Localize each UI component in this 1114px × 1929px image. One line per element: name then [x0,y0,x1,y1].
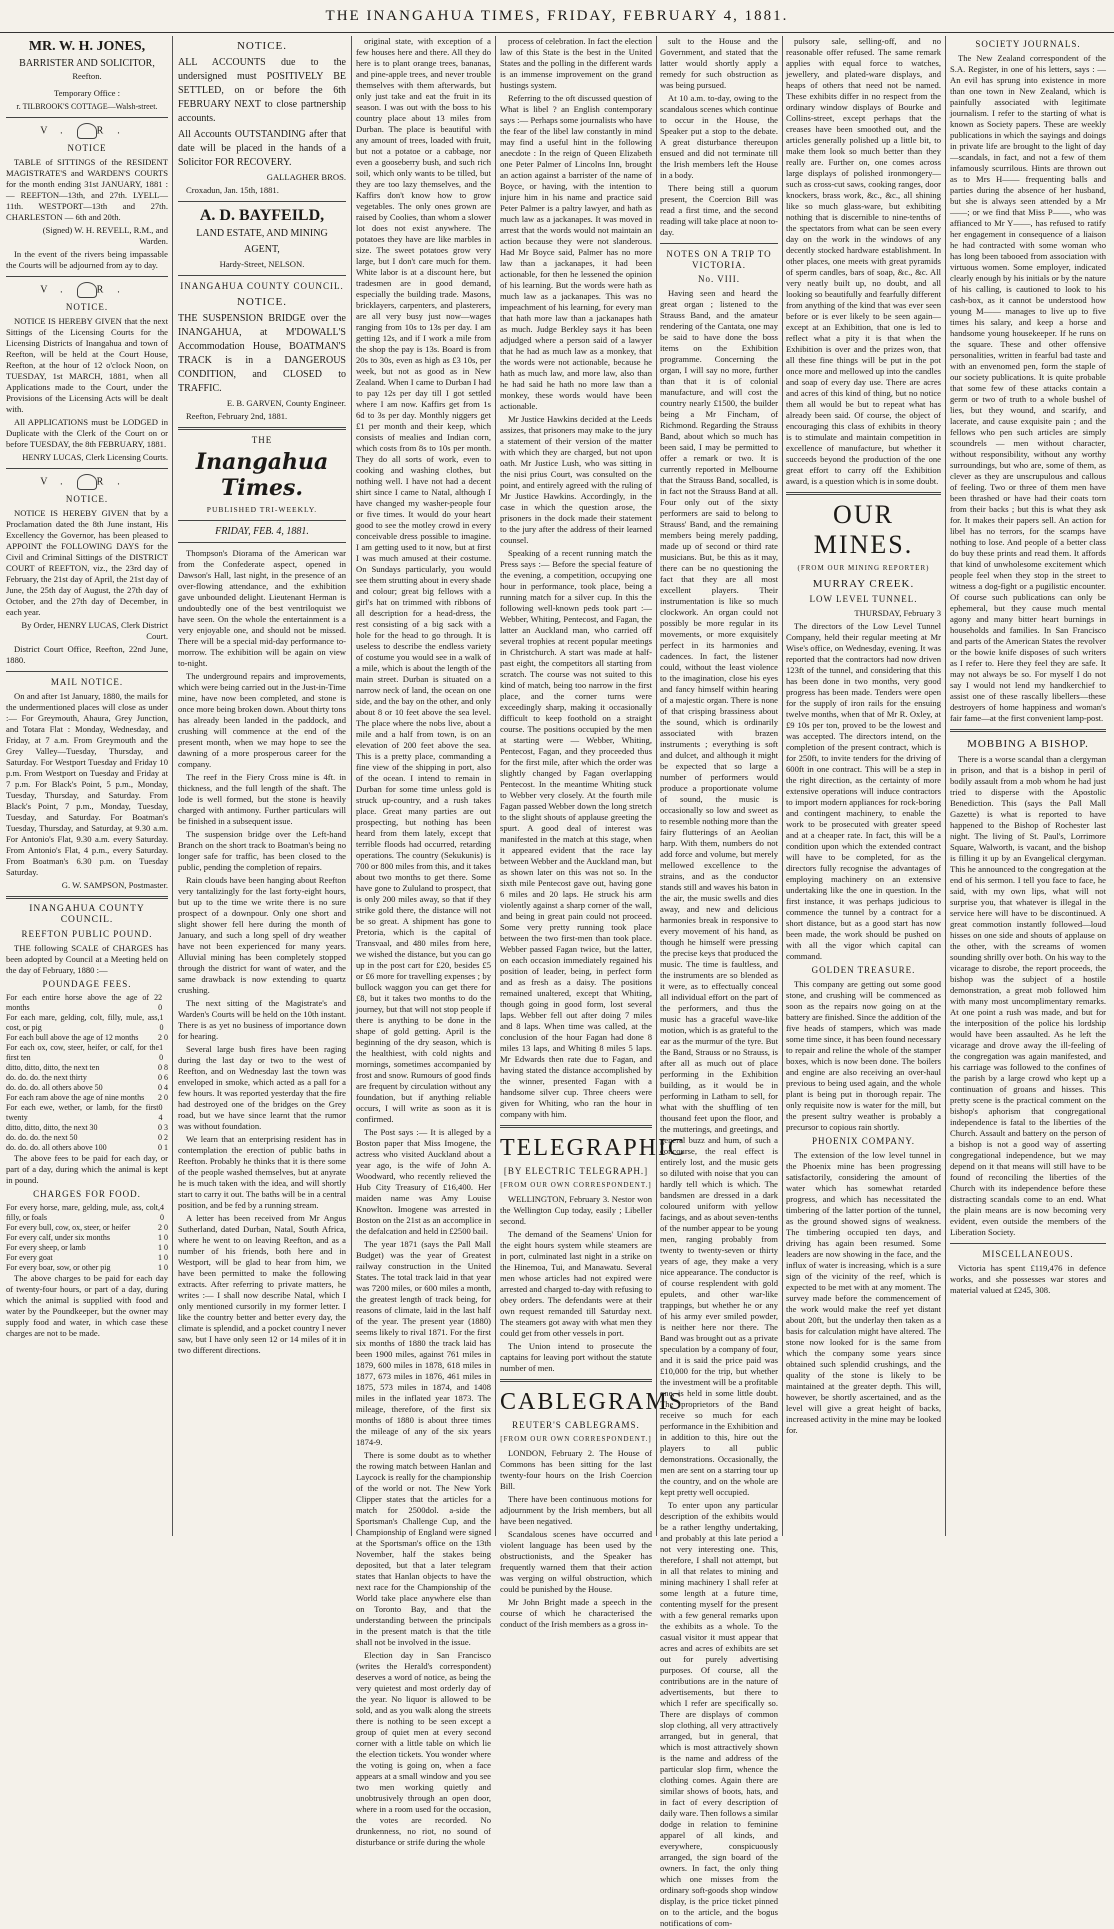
fee-row [6,1133,168,1143]
article-paragraph: The Post says :— It is alleged by a Boston paper that Miss Imogene, the actress who visited Auckland about a year ago, is the wife of John A. Woodward, who recently relieved the Hub City Treasury of £16,400. Her maiden name was Amy Louise Knowlton. Imogene was arrested in Boston on the 21st as an accomplice in the defalcation and held in £2500 bail. [356,1127,491,1236]
bayfeild-line: LAND ESTATE, AND MINING [196,228,328,239]
fee-item: For each ox, cow, steer, heifer, or calf, for the first ten [6,1043,160,1062]
bayfeild-name: A. D. BAYFEILD, [199,207,325,224]
jones-office: Temporary Office : [53,88,121,98]
paper-the: THE [251,435,273,445]
mail-signature: G. W. SAMPSON, Postmaster. [61,880,168,890]
notice-heading: NOTICE. [236,40,288,52]
phoenix-heading: PHOENIX COMPANY. [811,1136,916,1146]
fee-amount: 0 4 [158,1083,168,1092]
journals-heading: SOCIETY JOURNALS. [975,39,1081,49]
article-paragraph: sult to the House and the Government, and stated that the latter would shortly apply a remedy for such obstruction as was being pursued. [660,36,778,90]
article-paragraph: pulsory sale, selling-off, and no reasonable offer refused. The same remark applies with equal force to watches, jewellery, and plated-ware displays, and heaps of others that need not be named. These exhibits differ in no respect from the ordinary window displays of Bourke and Collins-street, except perhaps that the creases have been smoothed out, and the articles generally polished up a little bit, to make them look so much better than they really are. Further on, one comes across large displays of polished ironmongery—such as cross-cut saws, cooking ranges, door knockers, brass work, &c., &c., all shining like so much glass-ware, but exhibiting nothing that is discernible to nine-tenths of the spectators from what can be seen every day on the work in the windows of any decently stocked hardware establishment. In other places, one meets with great pyramids of sperm candles, bars of soap, &c., &c. All very neatly built up, no doubt, and all looking so beautifully and fearfully different from anything of the kind that was ever seen before or is ever likely to be seen again—except at an Exhibition, that one is led to reflect what a pity it is that when the Exhibition is over and the prizes won, that all these fine things will be put in the pot once more and mellowed up into the candles and soap of every day use. There are acres and acres of this kind of thing, but no notice them all would be but to repeat what has already been said. Of course, the object of encouraging this class of exhibits in theory is to stimulate and maintain competition in excellence of manufacture, but whether it succeeds beyond the production of the one great effort to carry off the Exhibition award, is a question which is in some doubt. [786,36,941,486]
divider [660,243,778,244]
county-notice: NOTICE. [236,296,288,308]
fee-row [6,1263,168,1273]
misc-heading: MISCELLANEOUS. [982,1249,1074,1259]
royal-crest-icon: V. R. [6,282,168,298]
fee-amount: 1 0 [158,1263,168,1272]
telegraphic-correspondent: [FROM OUR OWN CORRESPONDENT.] [500,1181,652,1189]
fee-amount: 1 0 [158,1233,168,1242]
fee-row [6,993,168,1013]
article-paragraph: The Union intend to prosecute the captains for leaving port without the statute number of men. [500,1341,652,1373]
tunnel-date: THURSDAY, February 3 [854,608,941,618]
tunnel-heading: LOW LEVEL TUNNEL. [809,594,918,604]
fee-row [6,1233,168,1243]
fee-item: For every calf, under six months [6,1233,110,1242]
page-masthead: THE INANGAHUA TIMES, FRIDAY, FEBRUARY 4, 1881. [0,8,1114,33]
article-paragraph: The extension of the low level tunnel in the Phoenix mine has been progressing satisfactorily, considering the amount of water which has somewhat retarded progress, and which has necessitated the timbering of the latter portion of the tunnel, as the ground showed signs of weakness. The timbering occupied ten days, and driving has again been resumed. Some leaders are now showing in the face, and the influx of water is increasing, which is a sure sign of the vicinity of the reef, which is expected to be met with at any moment. The survey made before the commencement of the work would make the reef yet distant about 20ft, but the underlay then taken as a basis for calculation might have altered. The stone now looked for is the same from which the company some years since obtained such splendid crushings, and the quality of the stone is likely to be maintained at the greater depth. This will, however, be shortly ascertained, and as the level will give a great height of backs, increased activity in the mine may be looked for. [786,1150,941,1435]
fees-list [6,993,168,1153]
county-heading: INANGAHUA COUNTY COUNCIL. [180,281,344,291]
fee-row [6,1033,168,1043]
notice-body: NOTICE IS HEREBY GIVEN that by a Proclamation dated the 8th June instant, His Excellency the Governor, has been pleased to APPOINT the FOLLOWING DAYS for the Civil and Criminal Sittings of the DISTRICT COURT of REEFTON, viz., the 23rd day of February, the 21st day of April, the 21st day of June, the 25th day of August, the 27th day of October, and the 27th day of December, in each year. [6,508,168,617]
fee-amount: 4 0 [160,1203,165,1222]
pound-body: THE following SCALE of CHARGES has been adopted by Council at a Meeting held on the day of February, 1880 :— [6,943,168,975]
article-paragraph: The year 1871 (says the Pall Mall Budget) was the year of Greatest railway construction in the United States. The total track laid in that year was 7200 miles, or 600 miles a month, the greatest length of track being, for reasons of climate, laid in the last half of the year. The present year (1880) seems likely to rival 1871. For the first six months of 1880 the track laid has been 1900 miles, against 761 miles in 1879, 600 miles in 1878, 618 miles in 1877, 673 miles in 1876, 461 miles in 1875, 573 miles in 1874, and 1408 miles in the inflated year 1873. The mileage, therefore, of the first six months of 1880 is about three times the mileage of any of the six years 1874-9. [356,1239,491,1447]
notice-body: All APPLICATIONS must be LODGED in Duplicate with the Clerk of the Court on or before TUESDAY, the 8th FEBRUARY, 1881. [6,417,168,449]
fee-row [6,1073,168,1083]
fee-item: For every boar, sow, or other pig [6,1263,111,1272]
article-paragraph: LONDON, February 2. The House of Commons has been sitting for the last twenty-four hours on the Irish Coercion Bill. [500,1448,652,1491]
column-6 [786,36,941,1536]
divider [6,117,168,118]
notice-signature: (Signed) W. H. REVELL, R.M., and Warden. [42,225,168,246]
fee-item: For each bull above the age of 12 months [6,1033,139,1042]
column-rule [351,36,352,1536]
divider [786,492,941,495]
fee-amount: 0 8 [158,1063,168,1072]
fee-amount: 1 0 [159,1043,164,1062]
notice-body: NOTICE IS HEREBY GIVEN that the next Sittings of the Licensing Courts for the Licensing Districts of Inangahua and town of Reefton, will be held at the Court House, Reefton, at the hour of 12 o'clock Noon, on TUESDAY, 1st MARCH, 1881, when all Applications made to the Court, under the Provisions of the Licensing Acts will be dealt with. [6,316,168,414]
article-paragraph: Election day in San Francisco (writes the Herald's correspondent) deserves a word of notice, as being the very quietest and most orderly day of the year. No liquor is allowed to be sold, and as you walk along the streets there is nothing to be seen except a group of quiet men at every second corner with a little table on which lie the election tickets. You wonder where the voting is going on, when a face appears at a small window and you see two men working quietly and unobtrusively through an open door, where in a room used for the occasion, the votes are recorded. No drunkenness, no riot, no sound of disturbance or strife during the whole [356,1650,491,1847]
notice-body: ALL ACCOUNTS due to the undersigned must POSITIVELY BE SETTLED, on or before the 6th FEBRUARY NEXT to close partnership accounts. [178,57,346,124]
notice-office: District Court Office, Reefton, 22nd June, 1880. [6,644,168,665]
column-2 [178,36,346,1536]
fee-amount: 0 2 [158,1133,168,1142]
divider [6,671,168,672]
notice-signature: By Order, HENRY LUCAS, Clerk District Court. [21,620,168,641]
column-rule [656,36,657,1536]
fee-row [6,1043,168,1063]
county-signature: E. B. GARVEN, County Engineer. [226,398,346,408]
article-paragraph: At 10 a.m. to-day, owing to the scandalous scenes which continue to occur in the House, the Speaker put a stop to the debate. A great disturbance thereupon ensued and did not terminate till the Irish members left the House in a body. [660,93,778,180]
fees-note: The above fees to be paid for each day, or part of a day, during which the animal is kept in pound. [6,1153,168,1185]
article-paragraph: The next sitting of the Magistrate's and Warden's Courts will be held on the 10th instant. There is as yet no business of importance down for hearing. [178,998,346,1041]
fee-row [6,1013,168,1033]
fee-amount: 1 0 [158,1253,168,1262]
fee-amount: 2 0 [158,1223,168,1232]
article-paragraph: The demand of the Seamens' Union for the eight hours system while steamers are in port, culminated last night in a strike on the Hinemoa, Tui, and Manawatu. Several men whose articles had not expired were arrested and charged to-day with refusing to obey orders. The defendants were at their own request remanded till Saturday next. The steamers got away with what men they could get from other vessels in port. [500,1229,652,1338]
article-paragraph: Mr John Bright made a speech in the course of which he characterised the conduct of the Irish members as a gross in- [500,1597,652,1629]
notice-signature: GALLAGHER BROS. [266,172,346,182]
fee-amount: 2 0 [158,1093,168,1102]
article-paragraph: There is a worse scandal than a clergyman in prison, and that is a bishop in peril of bodily assault from a mob whom he had just tried to disperse with the Apostolic Benediction. This (says the Pall Mall Gazette) is what is reported to have happened to the Bishop of Rochester last night. The living of St. Paul's, Lorrimore Square, Walworth, is vacant, and the bishop is filling it up by an Evangelical clergyman. This he announced to the congregation at the end of his sermon. I tell you face to face, he said, with my own lips, what will not surprise you, that whatever is illegal in the service here will have to be discontinued. A great commotion instantly followed—loud hisses on one side and shouts of applause on the other, with the screams of women sounding shrilly over both. On his way to the vicarage to disrobe, the report proceeds, the bishop was the subject of a hostile demonstration, a great mob followed him with many most uncomplimentary remarks. At one point a rush was made, and but for the interposition of the police his lordship would have been assaulted. As he left the vicarage and drove away the ill-feeling of the congregation was again manifested, and his carriage was followed to the confines of the parish by a large crowd who kept up a continuation of groans and hisses. This pretty scene is the practical comment on the bishop's aphorism that congregational independence is fatal to the liberties of the Church. Assault and battery on the person of a bishop is not a good way of asserting congregational independence, but we may depend on it that means will still have to be found of reconciling the liberties of the Church with its independence before these distracting scandals come to an end. What the plain means are is now becoming very evident, even outside the members of the Liberation Society. [950,754,1106,1237]
county-body: THE SUSPENSION BRIDGE over the INANGAHUA, at M'DOWALL'S Accommodation House, BOATMAN'S TRACK is in a DANGEROUS CONDITION, and CLOSED to TRAFFIC. [178,313,346,394]
fee-amount: 0 3 [158,1123,168,1132]
article-paragraph: The reef in the Fiery Cross mine is 4ft. in thickness, and the full length of the shaft. The lode is well formed, but the stone is heavily charged with antimony. Further particulars will be finished in a subsequent issue. [178,772,346,826]
fee-item: For each ram above the age of nine months [6,1093,145,1102]
fee-row [6,1083,168,1093]
notice-heading: NOTICE [67,143,107,153]
fee-item: For every bull, cow, ox, steer, or heifer [6,1223,131,1232]
fee-row [6,1223,168,1233]
notice-heading: NOTICE. [65,494,109,504]
divider [178,542,346,543]
divider [500,1125,652,1128]
trip-number: No. VIII. [697,274,741,284]
food-heading: CHARGES FOR FOOD. [33,1189,141,1199]
fee-item: For every sheep, or lamb [6,1243,86,1252]
pound-heading: REEFTON PUBLIC POUND. [21,929,153,939]
column-rule [172,36,173,1536]
fee-row [6,1203,168,1223]
mines-subheading: (FROM OUR MINING REPORTER) [797,564,930,572]
article-paragraph: A letter has been received from Mr Angus Sutherland, dated Durban, Natal, South Africa, where he went to on leaving Reefton, and as a number of his friends, both here and in Westport, will be glad to hear from him, we have been permitted to make the following extracts. After referring to private matters, he writes :— I shall now describe Natal, which I only mentioned cursorily in my former letter. I like the country better and better every day, the climate is splendid, and a pocket country I never saw, but I have only seen 12 or 14 miles of it in two different directions. [178,1213,346,1355]
jones-place: Reefton. [72,71,102,81]
fee-item: do. do. do. the next thirty [6,1073,87,1082]
article-paragraph: Mr Justice Hawkins decided at the Leeds assizes, that prisoners may make to the jury a statement of their version of the matter with which they are charged, but not upon oath. Mr Justice Lush, who was sitting in the nisi prius Court, was consulted on the point, and entirely agreed with the ruling of Mr Justice Hawkins. Accordingly, in the case in which the question arose, the prisoners in the dock made their statement to the jury after the address of their learned counsel. [500,414,652,545]
article-paragraph: Victoria has spent £119,476 in defence works, and she possesses war stores and material valued at £245, 308. [950,1263,1106,1295]
cablegrams-heading: CABLEGRAMS [500,1389,685,1415]
food-list [6,1203,168,1273]
paper-subtitle: PUBLISHED TRI-WEEKLY. [206,505,318,514]
column-rule [945,36,946,1536]
fee-amount: 1 0 [159,1013,164,1032]
divider [178,520,346,521]
fee-amount: 1 0 [158,1243,168,1252]
article-paragraph: This company are getting out some good stone, and crushing will be commenced as soon as the repairs now going on at the battery are finished. Since the addition of the five heads of stampers, which was made some time since, it has been found necessary to repair and reline the whole of the stamper boxes, which is now been done. The boilers and engine are also receiving an over-haul previous to being used again, and the whole plant is being put in thorough repair. The only requisite now is water for the mill, but the present sultry weather is probably a precursor to copious rain shortly. [786,979,941,1132]
golden-heading: GOLDEN TREASURE. [811,965,916,975]
notice-footnote: In the event of the rivers being impassable the Courts will be adjourned from ay to day. [6,249,168,270]
jones-address: r. TILBROOK'S COTTAGE—Walsh-street. [16,102,158,111]
fee-item: For every horse, mare, gelding, mule, ass, colt, filly, or foals [6,1203,161,1222]
royal-crest-icon: V. R. [6,123,168,139]
notice-heading: NOTICE. [65,302,109,312]
fee-item: do. do. do. the next 50 [6,1133,78,1142]
trip-heading: NOTES ON A TRIP TO VICTORIA. [666,249,772,270]
notice-body: All Accounts OUTSTANDING after that date will be placed in the hands of a Solicitor FOR RECOVERY. [178,129,346,168]
fee-item: do. do. do. all others above 50 [6,1083,103,1092]
fee-amount: 0 1 [158,1143,168,1152]
cablegrams-subheading: REUTER'S CABLEGRAMS. [512,1420,640,1430]
divider [178,275,346,276]
murray-heading: MURRAY CREEK. [812,578,915,590]
divider [6,468,168,469]
fee-row [6,1093,168,1103]
divider [950,1243,1106,1244]
fee-row [6,1123,168,1133]
fee-row [6,1253,168,1263]
fee-item: For each mare, gelding, colt, filly, mule, ass, cost, or pig [6,1013,160,1032]
cablegrams-correspondent: [FROM OUR OWN CORRESPONDENT.] [500,1435,652,1443]
article-paragraph: Speaking of a recent running match the Press says :— Before the special feature of the evening, a competition, occupying one hour in performance, took place, being a running match for a silver cup. In this the following well-known peds took part :— Webber, Whiting, Pentecost, and Fagan, the latter an Auckland man, who carried off several trophies at recent popular meetings in Christchurch. A start was made at half-past eight, the competitors all starting from scratch. The course was not suited to this kind of match, being too narrow in the first place, and the corner turns were exceedingly sharp, making it occasionally difficult to keep foothold on a straight course. The positions occupied by the men at starting were — Webber, Whiting, Pentecost, Fagan, and they proceeded thus for the first mile, after which the order was slightly changed by Fagan overlapping Pentecost. In the meantime Whiting stuck to Webber very closely. At the fourth mile Fagan passed Webber down the long stretch to the slight shouts of applause greeting the spurt. A good deal of interest was manifested in the match at this stage, when it appeared evident that the race lay between Webber and the Auckland man, but as shown later on this was not so. In the sixth mile Pentecost gave out, having gone 6 miles and 20 laps. He struck his arm violently against a sharp corner of the wall, and being in great pain could not proceed. Some very pretty running took place between the two first-men than took place. Webber passed Fagan twice, but the latter, on each occasion immediately regained his position of leader, being, in perfect form and as fresh as a daisy. The positions remained unaltered, except that Whiting, though going in good form, lost several laps. Webber fell out after doing 7 miles and 8 laps. When time was called, at the conclusion of the hour Fagan had done 8 miles 13 laps, and Whiting 8 miles 5 laps. Mr Edwards then rate due to Fagan, and having stated the distance accomplished by the winner, presented Fagan with a handsome silver cup. Three cheers were given for Whiting, who ran the hour in company with him. [500,548,652,1119]
paper-nameplate: Inangahua Times. [195,449,329,501]
telegraphic-subheading: [BY ELECTRIC TELEGRAPH.] [503,1166,649,1176]
notice-body: TABLE of SITTINGS of the RESIDENT MAGISTRATE'S and WARDEN'S COURTS for the month ending 31st JANUARY, 1881 :— REEFTON—13th, and 27th. LYELL—11th. WESTPORT—13th and 27th. CHARLESTON — 6th and 20th. [6,157,168,222]
divider [178,427,346,430]
food-note: The above charges to be paid for each day of twenty-four hours, or part of a day, during which the animal is supplied with food and water by the Poundkeeper, but the owner may supply food and water, in which case these charges are not to be made. [6,1273,168,1338]
fee-row [6,1243,168,1253]
article-paragraph: Scandalous scenes have occurred and violent language has been used by the obstructionists, and the Speaker has frequently warned them that their action was verging on wilful obstruction, which could be punished by the House. [500,1529,652,1594]
column-7 [950,36,1106,1536]
royal-crest-icon: V. R. [6,474,168,490]
bayfeild-line: AGENT, [244,244,280,255]
dateline: FRIDAY, FEB. 4, 1881. [215,526,309,537]
article-paragraph: The directors of the Low Level Tunnel Company, held their regular meeting at Mr Wise's office, on Wednesday, evening. It was reported that the contractors had now driven 123ft of the tunnel, and considering that this has been done in two months, very good progress has been made. Tenders were open for the supply of iron rails for the ensuing twelve months, when that of Mr R. Oxley, at £9 10s per ton, proved to be the lowest and was accepted. The directors intend, on the completion of the present contract, which is for 250ft, to invite tenders for the driving of 600ft in one contract. This will be a step in the right direction, as the certainty of more extensive operations will induce contractors to import modern appliances for rock-boring and contingent machinery, to enable the work to be prosecuted with greater speed and at a cheaper rate. In fact, this will be a condition upon which the extended contract will have to be completed, for as the directors fully recognise the advantages of employing machinery on an extensive undertaking like the one in question. In the first instance, it was perhaps judicious to commence the tunnel by a contract for a short distance, but as a good start has now been made, the work should be pushed on with all the vigor which capital can command. [786,621,941,961]
fee-item: ditto, ditto, ditto, the next ten [6,1063,100,1072]
fee-amount: 0 6 [158,1073,168,1082]
article-paragraph: There being still a quorum present, the Coercion Bill was read a first time, and the second reading will take place at noon to-day. [660,183,778,237]
column-1 [6,36,168,1536]
article-paragraph: process of celebration. In fact the election law of this State is the best in the United States and the polling in the different wards is an immense improvement on the grand hustings system. [500,36,652,90]
column-5 [660,36,778,1928]
divider [6,276,168,277]
article-paragraph: The underground repairs and improvements, which were being carried out in the Just-in-Time mine, have now been completed, and stone is once more being broken down. About thirty tons has already been landed in the paddock, and crushing will commence at the end of the present month, when we may hope to see the dawning of a more prosperous career for the company. [178,671,346,769]
article-paragraph: There is some doubt as to whether the rowing match between Hanlan and Laycock is really for the championship of the world or not. The New York Clipper states that the articles for a match for 2500dol. a-side the Sportsman's Challenge Cup, and the Championship of England were signed at the Sportsman's office on the 13th November, half the stakes being deposited, but that a later telegram states that Hanlan objects to have the next race for the Championship of the World take place anywhere else than on Toronto Bay, and that the understanding between the principals in the present match is that the title shall not be involved in the issue. [356,1450,491,1647]
column-rule [782,36,783,1536]
fee-item: For each entire horse above the age of 2 months [6,993,159,1012]
article-paragraph: We learn that an enterprising resident has in contemplation the erection of public baths in Reefton. Probably he thinks that it is there some of the people washed themselves, but at anyrate he is much taken with the idea, and will shortly start to carry it out. The baths will be in a central position, and be fed by a running stream. [178,1134,346,1210]
jones-title: BARRISTER AND SOLICITOR, [19,58,155,69]
article-paragraph: original state, with exception of a few houses here and there. All they do here is to plant orange trees, bananas, and pine-apple trees, and never trouble themselves with them afterwards, but only just take and eat the fruit in its season. I was out with the boss to his country place about 13 miles from Durban. The place is beautiful with any amount of trees, loaded with fruit, but not a potatoe or a cabbage, nor even a gooseberry bush, and such rich soil, which only wants to be tilled, but they are too lazy themselves, and the Kaffirs don't know how to grow vegetables. The only ones grown are raised by Coolies, than whom a slower lot does not exist anywhere. The potatoes they have are like marbles in size. The sweet potatoes grow very large, but I don't care much for them. White labor is at a discount here, but tradesmen are in good demand, especially the building trade. Masons, bricklayers, carpenters, and plasterers, are all very busy just now—wages ranging from 10s to 13s per day. I am getting 12s, and if I work a mile from the shop the pay is 13s. Board is from 20s to 30s, even as high as £3 10s, per week, but not as good as in New Zealand. When I came to Durban I had to pay 12s per day till I got settled where I am now. Kaffirs get from 1s 6d to 3s per day. Monthly niggers get £1 per month and their keep, which consists of mealies and Indian corn, which costs from 8s to 10s per month. They do all sorts of work, even to cooking and washing clothes, but nothing well. I have not had a decent shirt since I came to Natal, although I have changed my washer-people four or five times. It would do your heart good to see the motley crowd in every conceivable dress possible to imagine. I am getting used to it now, but at first I was much amused at their costume. On Sundays particularly, you would see them strutting about in every shade and colour; great big fellows with a girl's hat on trimmed with ribbons of all description for a head-dress, the rest consisting of a big sack with a hole for the head to go through. It is useless to describe the endless variety of costume you would see in a walk of a mile, which is about the length of the main street. Durban is situated on a narrow neck of land, the ocean on one side, and the bay on the other, and only about 8 or 10 feet above the sea level. The place where the nobs live, about a mile and a half from town, is on an elevation of 200 feet above the sea. This is a pretty place, commanding a fine view of the shipping in port, also of the ocean. I intend to remain in Durban for some time unless gold is struck up-country, and a rush takes place. Great many parties are out prospecting, but nothing has been heard from them lately, except that terrible floods had occurred, retarding operations. The country (Sekukunis) is 700 or 800 miles from this, and it takes about two months to get there. Some have gone to Zululand to prospect, that is only 200 miles away, so that if they strike gold there, the distance will not be so great. A shipment has gone to Pretoria, which is the capital of Transvaal, and 480 miles from here, we wished the distance, but you can go up in the post cart for £20, besides £5 or £6 more for travelling expenses ; by bullock waggon you can get there for £8, but it takes two months to do the journey, but that will not stop people if there is anything to be done in the shape of gold getting. April is the beginning of the dry season, which is the healthiest, with cold nights and mornings, sometimes accompanied by frost and snow. Rumours of good finds are frequent by circulation without any foundation, but if anything reliable occurs, I will write as soon as it is confirmed. [356,36,491,1124]
fee-amount: 2 0 [158,1033,168,1042]
fees-heading: POUNDAGE FEES. [42,979,132,989]
fee-item: do. do. do. all others above 100 [6,1143,107,1152]
divider [500,1379,652,1382]
column-3 [356,36,491,1847]
mail-body: On and after 1st January, 1880, the mails for the undermentioned places will close as under :— For Greymouth, Ahaura, Grey Junction, and Totara Flat : Monday, Wednesday, and Friday, at 7 a.m. From Greymouth and the Grey Valley—Tuesday, Thursday, and Saturday. For Westport Tuesday and Friday 10 p.m. From Westport on Tuesday and Friday at 7 p.m. For Black's Point, 5 p.m., Monday, Tuesday, Thursday, and Saturday. From Black's Point, 7 p.m., Monday, Tuesday, Tuesday, and Saturday. For Boatman's Tuesday, Thursday, and Saturday, at 9.30 a.m. For Antonio's Flat, 9.30 a.m. every Saturday. From Antonio's Flat, 4 p.m., every Saturday. From Boatman's 6.30 p.m. on Tuesday Saturday. [6,691,168,877]
fee-row [6,1103,168,1123]
divider [178,201,346,202]
column-4 [500,36,686,1629]
mobbing-heading: MOBBING A BISHOP. [967,738,1089,750]
fee-item: For each ewe, wether, or lamb, for the first twenty [6,1103,159,1122]
article-paragraph: WELLINGTON, February 3. Nestor won the Wellington Cup today, easily ; Libeller second. [500,1194,652,1226]
fee-row [6,1063,168,1073]
fee-row [6,1143,168,1153]
article-paragraph: There have been continuous motions for adjournment by the Irish members, but all have been negatived. [500,1494,652,1526]
article-paragraph: The New Zealand correspondent of the S.A. Register, in one of his letters, says : — An evil has sprung into existence in more than one town in New Zealand, which is painfully associated with legitimate journalism. I refer to the starting of what is known as Society papers. These are weekly publications in which the sayings and doings in private life are brought to the light of day—scandals, in fact, and not a few of them infamously scurrilous. Hints are thrown out as to Mrs H—— frequenting balls and parties during the absence of her husband, but she is always seen attended by a Mr——; or we find that Miss P——, who was affianced to Mr Y——, has refused to ratify her engagement in consequence of a liaison he had contracted with some woman who has long been tabooed from association with virtuous women. Some employer, indicated clearly enough by his initials or by the nature of his calling, is cautioned to look to his cash-box, as it cannot be understood how young M—— manages to live up to five times his salary, and keep a horse and handsome young housekeeper. If he runs on the square. These and other offensive personalities, written in fearful bad taste and with an envenomed pen, form the staple of our society publications. It is quite probable that some few of these attacks contain a germ or two of truth to a whole bushel of lies, but they wound, and scarify, and lacerate, and cause exquisite pain ; and the fellows who pen such articles are simply scoundrels — men without character, without responsibility, without any worthy surroundings, but who are, some of them, as clever as they are unscrupulous and callous of feeling. Two or three of them men have been thrashed or have had their coats torn from their backs ; but this is what they ask for. It makes their papers sell. An action for libel has no terrors, for the scamps have nothing to lose. And people of a better class do buy these prints and read them. It affords that kind of unwholesome excitement which people feel when they stop in the street to witness a dog-fight or a pugilistic encounter. Of course such publications can only be ephemeral, but they cause much mental agony and many bitter heart burnings in households and families. In San Francisco and parts of the American States the revolver or the bowie knife disposes of such writers as I refer to. Here they feel they are safe. It may not always be so. For myself I do not say I would not lend my handkerchief to assist one of these rascally libellers—these destroyers of home happiness and woman's fair fame—at the first convenient lamp-post. [950,53,1106,723]
divider [6,896,168,899]
article-paragraph: Referring to the oft discussed question of What is libel ? an English contemporary says :— Perhaps some journalists who have the fear of the libel law constantly in mind may find a useful hint in the following anecdote : In the reign of Queen Elizabeth one Peter Palmer of Lincolns Inn, brought an action against a barrister of the name of Boyce, or having, with the intention to injure him in his name and practice said Peter Palmer is a paltry lawyer, and hath as much law as a jackanapes. It was moved in arrest that the words would not maintain an action because they were not slanderous. Had Mr Boyce said, Palmer has no more law than a jackanapes, it had been actionable, for then he lessened the opinion of his learning. But the words were hath as much law as a jackanapes. This was no impeachment of his learning, for every man that hath more law than a jackanapes hath as much. Judge Berkley says it has been adjudged where a person said of a lawyer that he had as much law as a monkey, that the words were not actionable, because he hath as much law, and more law, also than he had said he hath no more law than a monkey, these words would have been actionable. [500,93,652,411]
notice-signature: HENRY LUCAS, Clerk Licensing Courts. [22,452,168,462]
divider [950,729,1106,732]
article-paragraph: Several large bush fires have been raging during the last day or two to the west of Reefton, and on Wednesday last the town was enveloped in smoke, which acted as a pall for a few hours. It was reported yesterday that the fire had destroyed one of the bridges on the Grey road, but we have since learnt that the rumor was without foundation. [178,1044,346,1131]
mail-heading: MAIL NOTICE. [50,677,124,687]
article-paragraph: Rain clouds have been hanging about Reefton very tantalizingly for the last forty-eight hours, but up to the time we write there is no sure prospect of a downpour. Only one short and slight shower fell here during the month of January, and such a long spell of dry weather have not been experienced for many years. Alluvial mining has been completely stopped through the district for want of water, and the same drawback is now extending to quartz crushing. [178,875,346,995]
county-date: Reefton, February 2nd, 1881. [186,411,288,421]
article-paragraph: Having seen and heard the great organ ; listened to the Strauss Band, and the amateur rendering of the Cantata, one may be said to have done the boss items on the Exhibition programme. Concerning the organ, I will say no more, further than that it is of colonial manufacture, and will cost the country nearly £1500, the builder being a Mr Fincham, of Richmond. Regarding the Strauss Band, about which so much has been said, I may be permitted to offer a remark or two. It is currently reported in Melbourne that the Strauss Band, socalled, is in fact not the Strauss Band at all. Four only out of the sixty performers are said to belong to Strauss' Band, and the remaining members being merely padding, made up of second or third rate musicians. But, be this as it may, there can be no questioning the fact that they are all most excellent players. Their instrumentation is like so much clockwork. An organ could not possibly be more regular in its movements, or more exquisitely perfect in its harmonies and cadences. In fact, the listener could, without the least violence to the imagination, close his eyes and fancy himself within hearing of a majestic organ. There is none of that crisping brassiness about the sound, which is ordinarily associated with brazen instruments ; everything is soft and dulcet, and although it might be expected that so large a number of performers would produce a proportionate volume of sound, the music is occasionally so low and sweet as to resemble nothing more than the fairy flutterings of an Aeolian harp. With them, numbers do not add force and volume, but merely mellowed excellence to the strains, and as the conductor stands still and waves his baton in the air, the music swells and dies away, and new and delicious harmonies break in responsive to every movement of his hand, as though he himself were pressing the precise keys that produced the music. The time is faultless, and the instruments are so blended as it were, as to effectually conceal all individual effort on the part of the performers, and thus the music has a graceful wave-like motion, which is as grateful to the ear as the murmur of the tyre. But the Band, Strauss or no Strauss, is after all as much out of place performing in the Exhibition building, as it would be in performing in Latham to sell, for what with the shuffling of ten thousand feet upon the floor, and the mutterings, and greetings, and general buzz and hum, of such a concourse, the real effect is entirely lost, and the music gets so diluted with noise that you can hardly tell which is which. The bandsmen are dressed in a dark coloured uniform with yellow facings, and as about seven-tenths of the number appear to be young men, ranging probably from twenty to twenty-seven or thirty years of age, they make a very nice appearance. The conductor is of course resplendent with gold epulets, and other war-like trappings, but whether he or any of his army ever smiled powder, is neither here nor there. The Band was brought out as a private speculation by a company of four, and it is said the price paid was £10,000 for the trip, but whether the investment will be a profitable one, is held in some little doubt. The proprietors of the Band receive so much for each performance in the Exhibition and in addition to this, hire out the players to all public demonstrations. Occasionally, the men are sent on a starring tour up the country, and on the whole are kept pretty well occupied. [660,288,778,1497]
mines-heading: OUR MINES. [813,500,914,559]
fee-item: ditto, ditto, ditto, the next 30 [6,1123,98,1132]
fee-amount: 0 4 [158,1103,163,1122]
fee-item: For every goat [6,1253,53,1262]
article-paragraph: The suspension bridge over the Left-hand Branch on the short track to Boatman's being no longer safe for traffic, has been closed to the public, pending the completion of repairs. [178,829,346,872]
jones-name: MR. W. H. JONES, [28,39,146,54]
notice-date: Croxadun, Jan. 15th, 1881. [186,185,279,195]
bayfeild-address: Hardy-Street, NELSON. [219,259,305,269]
fee-amount: 2 0 [158,993,163,1012]
article-paragraph: Thompson's Diorama of the American war from the Confederate aspect, opened in Dawson's Hall, last night, in the presence of an over-flowing attendance, and the exhibition gave unbounded delight. Lieutenant Herman is undoubtedly one of the best ventriloquist we have seen. On the whole the entertainment is a very enjoyable one, and should not be missed. There will be a special mid-day performance to-morrow. The exhibition will be again on view to-night. [178,548,346,668]
column-rule [495,36,496,1536]
council-heading: INANGAHUA COUNTY COUNCIL. [29,904,145,925]
telegraphic-heading: TELEGRAPHIC [500,1135,686,1161]
article-paragraph: To enter upon any particular description of the exhibits would be a rather lengthy undertaking, and probably at this late period a not very interesting one. This, therefore, I shall not attempt, but in all that relates to mining and mining machinery I shall refer at some length at a future time, contenting myself for the present with a few general remarks upon the exhibits as a whole. To the casual visitor it must appear that acres and acres of exhibits are set out for purely advertising purposes. Of course, all the contributions are in the nature of advertisements, but there to which I refer are specifically so. There are displays of common slop clothing, all very attractively arranged, but in general, that which is most attractively shown is the name and address of the particular slop firm, whence the clothing comes. Again there are similar shows of boots, hats, and in fact of every description of daily ware. Then follows a similar dodge in relation to feminine apparel of all kinds, and everywhere, conspicuously arranged, the sign board of the owners. In fact, the only thing which one misses from the ordinary soft-goods shop window display, is the price ticket pinned on to the article, and the bogus notifications of com- [660,1500,778,1928]
